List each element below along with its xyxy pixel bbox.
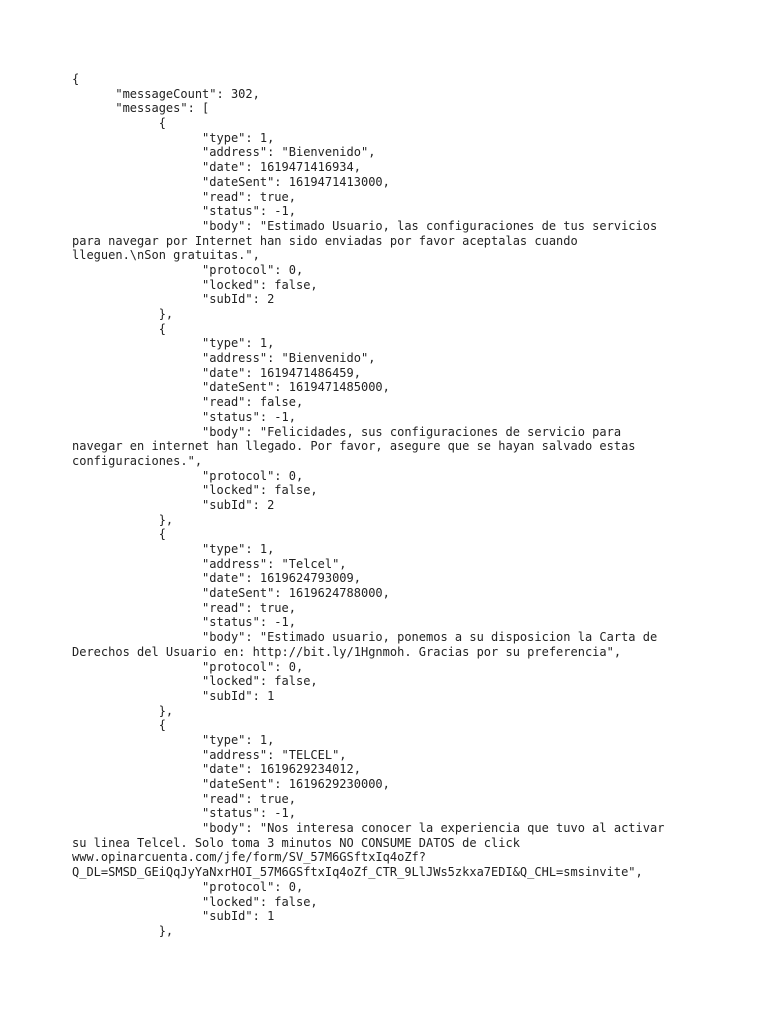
json-line: "protocol": 0, [72, 262, 304, 277]
json-line: { [72, 321, 166, 336]
json-line: "body": "Estimado Usuario, las configuraciones de tus servicios [72, 218, 658, 233]
json-line: }, [72, 307, 174, 321]
json-line: "subId": 1 [72, 688, 275, 703]
json-line: "messages": [ [72, 101, 210, 116]
json-line: configuraciones.", [72, 453, 203, 468]
json-line: "type": 1, [72, 542, 275, 556]
json-line: "address": "Bienvenido", [72, 351, 376, 366]
json-line: Derechos del Usuario en: http://bit.ly/1Hgnmoh. Gracias por su preferencia", [72, 644, 622, 659]
json-line: "locked": false, [72, 894, 318, 909]
json-line: "date": 1619471486459, [72, 365, 361, 380]
json-line: "address": "Bienvenido", [72, 145, 376, 160]
json-line: "protocol": 0, [72, 659, 304, 674]
json-line: "date": 1619471416934, [72, 160, 361, 175]
json-line: "date": 1619629234012, [72, 762, 361, 777]
json-line: "locked": false, [72, 483, 318, 498]
json-line: "address": "TELCEL", [72, 747, 347, 762]
json-line: "read": false, [72, 395, 304, 410]
json-line: "read": true, [72, 791, 296, 806]
json-line: navegar en internet han llegado. Por favor, asegure que se hayan salvado estas [72, 439, 636, 454]
json-line: "date": 1619624793009, [72, 571, 361, 586]
json-line: { [72, 718, 166, 733]
json-line: "dateSent": 1619471413000, [72, 174, 390, 189]
json-line: Q_DL=SMSD_GEiQqJyYaNxrHOI_57M6GSftxIq4oZf_CTR_9LlJWs5zkxa7EDI&Q_CHL=smsinvite", [72, 865, 643, 880]
json-line: "status": -1, [72, 806, 296, 821]
json-line: "status": -1, [72, 409, 296, 424]
json-line: "body": "Nos interesa conocer la experiencia que tuvo al activar [72, 821, 665, 836]
json-line: "type": 1, [72, 130, 275, 145]
json-line: "subId": 2 [72, 497, 275, 512]
json-line: "type": 1, [72, 732, 275, 747]
json-line: "locked": false, [72, 277, 318, 292]
json-line: "subId": 2 [72, 292, 275, 307]
json-line: "read": true, [72, 600, 296, 615]
json-line: para navegar por Internet han sido enviadas por favor aceptalas cuando [72, 233, 578, 248]
json-line: "body": "Estimado usuario, ponemos a su disposicion la Carta de [72, 630, 658, 645]
json-line: su linea Telcel. Solo toma 3 minutos NO CONSUME DATOS de click [72, 835, 520, 850]
json-line: }, [72, 512, 174, 527]
json-line: "messageCount": 302, [72, 86, 260, 101]
json-line: "body": "Felicidades, sus configuraciones de servicio para [72, 424, 622, 439]
json-line: "subId": 1 [72, 909, 275, 924]
json-line: { [72, 527, 166, 542]
json-line: "address": "Telcel", [72, 556, 347, 571]
json-line: lleguen.\nSon gratuitas.", [72, 248, 260, 263]
json-line: }, [72, 923, 174, 938]
json-line: { [72, 116, 166, 131]
json-line: "status": -1, [72, 204, 296, 219]
json-line: "dateSent": 1619629230000, [72, 777, 390, 791]
json-text-block [72, 72, 712, 939]
json-line: "read": true, [72, 189, 296, 204]
json-line: www.opinarcuenta.com/jfe/form/SV_57M6GSftxIq4oZf? [72, 850, 427, 865]
json-line: "dateSent": 1619471485000, [72, 380, 390, 395]
json-line: "type": 1, [72, 336, 275, 351]
json-line: "locked": false, [72, 674, 318, 689]
json-line: }, [72, 703, 174, 718]
json-line: "dateSent": 1619624788000, [72, 586, 390, 601]
json-line: "protocol": 0, [72, 879, 304, 894]
json-line: { [72, 72, 80, 86]
json-line: "status": -1, [72, 615, 296, 630]
json-line: "protocol": 0, [72, 468, 304, 483]
